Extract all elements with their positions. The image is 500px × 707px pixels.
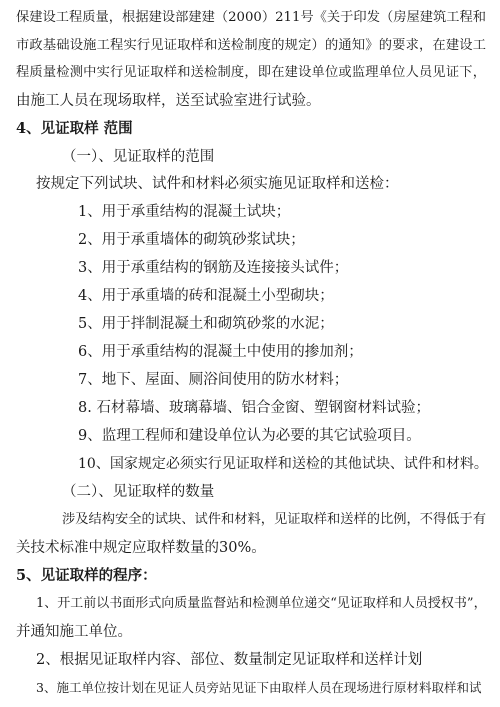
step-line-4: 3、施工单位按计划在见证人员旁站见证下由取样人员在现场进行原材料取样和试 (36, 680, 482, 695)
section-5-heading: 5、见证取样的程序： (16, 567, 157, 584)
list-item: 1、用于承重结构的混凝土试块； (78, 204, 291, 220)
intro-line-4: 由施工人员在现场取样，送至试验室进行试验。 (16, 93, 321, 109)
sub1-lead: 按规定下列试块、试件和材料必须实施见证取样和送检： (36, 176, 399, 192)
intro-line-1: 保建设工程质量，根据建设部建建（2000）211号《关于印发（房屋建筑工程和 (16, 10, 486, 25)
list-item: 4、用于承重墙的砖和混凝土小型砌块； (78, 288, 334, 304)
list-item: 7、地下、屋面、厕浴间使用的防水材料； (78, 372, 349, 388)
intro-line-2: 市政基础设施工程实行见证取样和送检制度的规定）的通知》的要求，在建设工 (16, 38, 486, 53)
step-line-3: 2、根据见证取样内容、部位、数量制定见证取样和送样计划 (36, 652, 423, 668)
sub2-line-1: 涉及结构安全的试块、试件和材料，见证取样和送样的比例，不得低于有 (62, 512, 487, 527)
intro-line-3: 程质量检测中实行见证取样和送检制度，即在建设单位或监理单位人员见证下， (16, 65, 486, 80)
list-item: 10、国家规定必须实行见证取样和送检的其他试块、试件和材料。 (78, 456, 488, 472)
list-item: 2、用于承重墙体的砌筑砂浆试块； (78, 232, 305, 248)
list-item: 6、用于承重结构的混凝土中使用的掺加剂； (78, 344, 363, 360)
list-item: 5、用于拌制混凝土和砌筑砂浆的水泥； (78, 316, 334, 332)
sub1-title: （一）、见证取样的范围 (62, 149, 215, 165)
list-item: 3、用于承重结构的钢筋及连接接头试件； (78, 260, 349, 276)
list-item: 9、监理工程师和建设单位认为必要的其它试验项目。 (78, 428, 421, 444)
list-item: 8. 石材幕墙、玻璃幕墙、铝合金窗、塑钢窗材料试验； (78, 400, 430, 416)
sub2-title: （二）、见证取样的数量 (62, 484, 215, 500)
section-4-heading: 4、见证取样 范围 (16, 120, 133, 137)
step-line-2: 并通知施工单位。 (16, 624, 132, 640)
step-line-1: 1、开工前以书面形式向质量监督站和检测单位递交“见证取样和人员授权书”， (36, 596, 487, 611)
sub2-line-2: 关技术标准中规定应取样数量的30%。 (16, 540, 266, 556)
